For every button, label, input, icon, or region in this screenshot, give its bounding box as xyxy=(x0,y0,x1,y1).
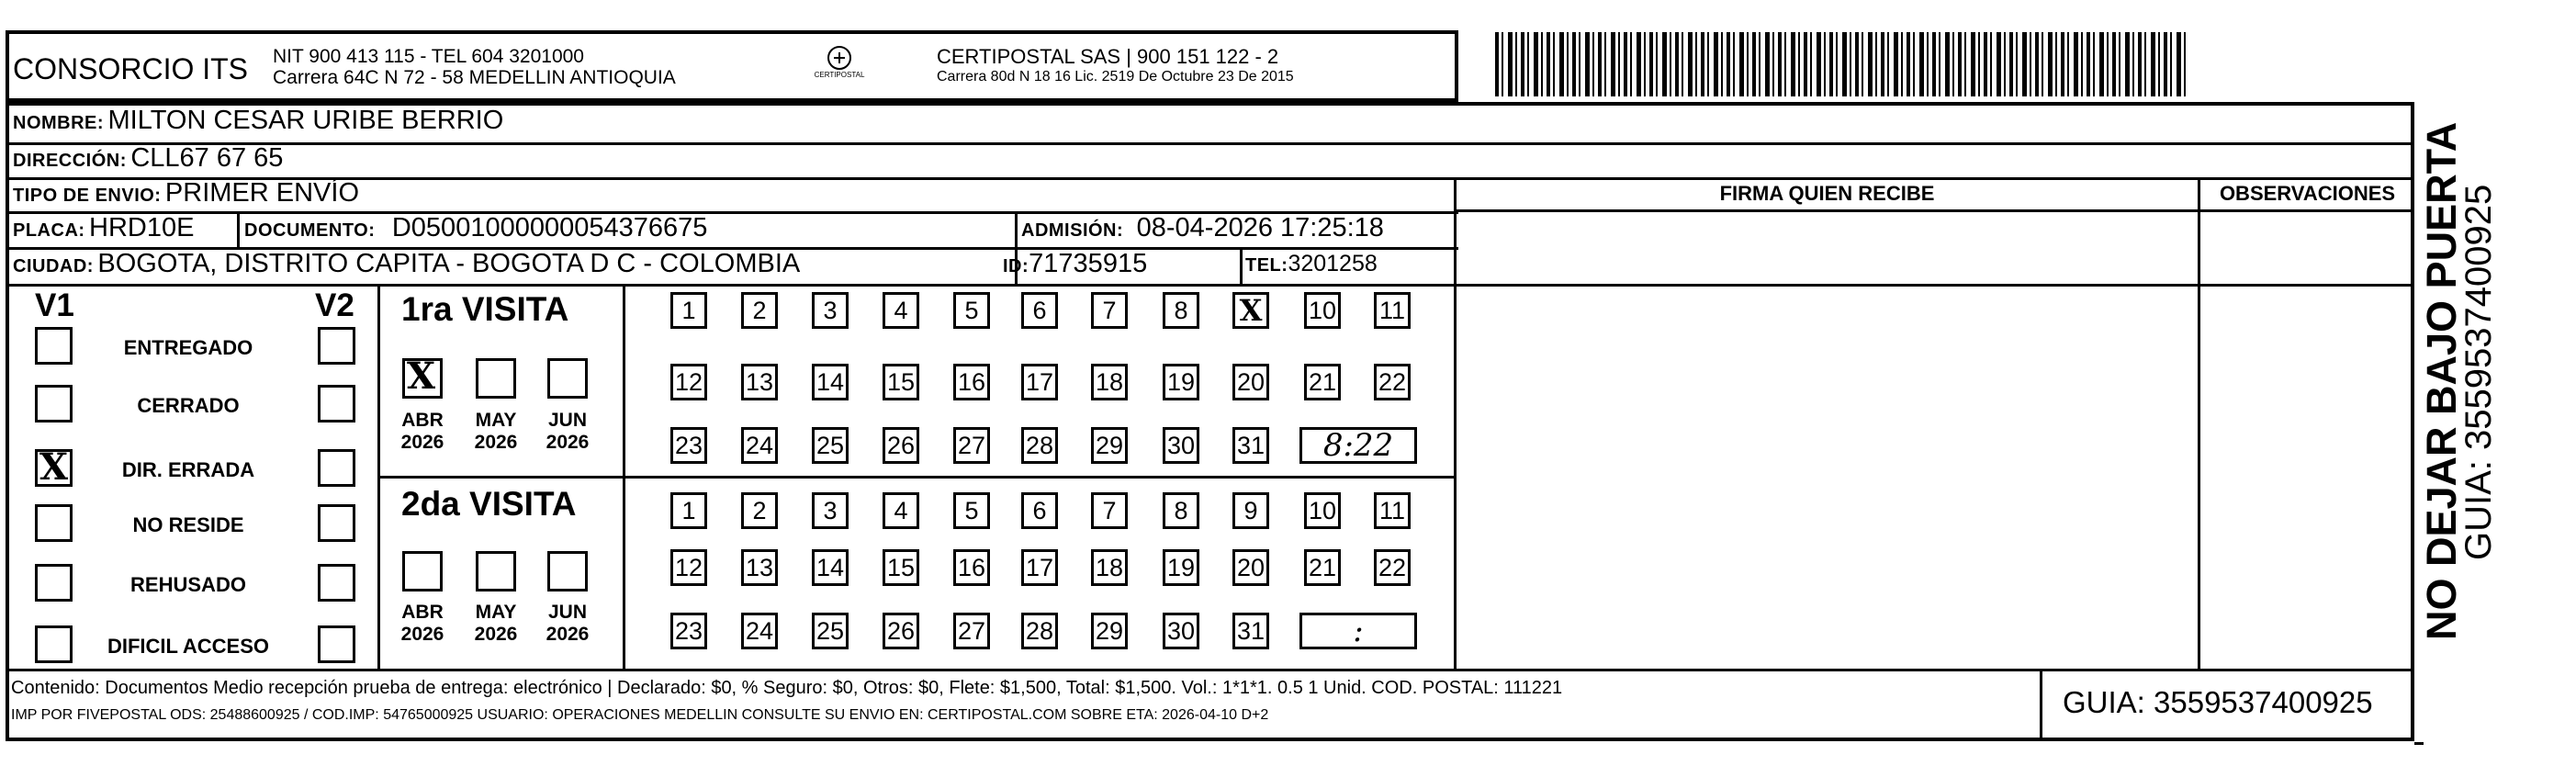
day-box[interactable]: 12 xyxy=(670,549,707,586)
day-box[interactable]: 23 xyxy=(670,613,707,649)
tipo-label: TIPO DE ENVIO: xyxy=(13,186,162,206)
courier-line: CERTIPOSTAL SAS | 900 151 122 - 2 xyxy=(937,45,1279,68)
day-box[interactable]: 22 xyxy=(1374,364,1411,400)
time-box[interactable]: : xyxy=(1299,613,1417,649)
day-box[interactable]: 20 xyxy=(1232,549,1269,586)
day-box[interactable]: 19 xyxy=(1163,549,1199,586)
day-box[interactable]: 31 xyxy=(1232,427,1269,464)
day-box[interactable]: 30 xyxy=(1163,427,1199,464)
time-box[interactable]: 8:22 xyxy=(1299,427,1417,464)
day-box[interactable]: 6 xyxy=(1021,492,1058,529)
month-checkbox[interactable] xyxy=(547,358,588,399)
month-label: ABR 2026 xyxy=(400,602,444,645)
status-option-label: CERRADO xyxy=(137,394,240,417)
day-box[interactable]: 10 xyxy=(1304,492,1341,529)
day-box[interactable]: 1 xyxy=(670,492,707,529)
day-box[interactable]: 7 xyxy=(1091,492,1128,529)
tipo-row xyxy=(13,178,359,208)
courier-address: Carrera 80d N 18 16 Lic. 2519 De Octubre 23 De 2015 xyxy=(937,69,1294,84)
day-box[interactable]: 11 xyxy=(1374,492,1411,529)
month-label: JUN 2026 xyxy=(546,410,590,453)
day-box[interactable] xyxy=(1232,292,1269,329)
admision-value: 08-04-2026 17:25:18 xyxy=(1136,213,1384,242)
day-box[interactable]: 14 xyxy=(812,549,849,586)
v1-checkbox[interactable] xyxy=(35,564,73,602)
v2-checkbox[interactable] xyxy=(318,625,355,663)
day-box[interactable]: 15 xyxy=(883,549,919,586)
day-box[interactable]: 17 xyxy=(1021,549,1058,586)
observaciones-header: OBSERVACIONES xyxy=(2219,182,2396,205)
day-box[interactable]: 17 xyxy=(1021,364,1058,400)
documento-value: D05001000000054376675 xyxy=(391,213,708,242)
v2-checkbox[interactable] xyxy=(318,504,355,542)
month-checkbox[interactable] xyxy=(402,551,443,591)
footer-imp: IMP POR FIVEPOSTAL ODS: 25488600925 / COD.IMP: 54765000925 USUARIO: OPERACIONES MEDELLIN CONSULTE SU ENVIO EN: CERTIPOSTAL.COM SOBRE ETA: 2026-04-10 D+2 xyxy=(11,707,1269,723)
month-checkbox[interactable] xyxy=(476,358,516,399)
nombre-value: MILTON CESAR URIBE BERRIO xyxy=(107,106,504,135)
status-option-label: NO RESIDE xyxy=(132,513,244,536)
status-option-label: DIFICIL ACCESO xyxy=(107,635,269,658)
day-box[interactable]: 28 xyxy=(1021,427,1058,464)
ciudad-value: BOGOTA, DISTRITO CAPITA - BOGOTA D C - COLOMBIA xyxy=(97,249,801,278)
nombre-row xyxy=(13,106,503,136)
day-box[interactable]: 25 xyxy=(812,427,849,464)
second-visit-label: 2da VISITA xyxy=(401,485,577,523)
tel-label: TEL: xyxy=(1245,255,1288,276)
month-label: JUN 2026 xyxy=(546,602,590,645)
month-checkbox[interactable] xyxy=(402,355,443,399)
documento-row xyxy=(244,213,707,243)
day-box[interactable]: 18 xyxy=(1091,549,1128,586)
day-box[interactable]: 27 xyxy=(953,613,990,649)
day-box[interactable]: 24 xyxy=(741,613,778,649)
day-box[interactable]: 11 xyxy=(1374,292,1411,329)
month-label: MAY 2026 xyxy=(474,602,518,645)
day-box[interactable]: 29 xyxy=(1091,427,1128,464)
day-box[interactable]: 24 xyxy=(741,427,778,464)
footer-guia: GUIA: 3559537400925 xyxy=(2063,685,2373,719)
side-guia: GUIA: 3559537400925 xyxy=(2458,184,2499,560)
day-box[interactable]: 21 xyxy=(1304,549,1341,586)
status-option-label: REHUSADO xyxy=(130,573,246,596)
v1-checkbox[interactable] xyxy=(35,327,73,365)
day-box[interactable]: 13 xyxy=(741,549,778,586)
id-value: 71735915 xyxy=(1029,249,1148,278)
day-box[interactable]: 20 xyxy=(1232,364,1269,400)
month-label: MAY 2026 xyxy=(474,410,518,453)
day-box[interactable]: 1 xyxy=(670,292,707,329)
day-box[interactable]: 23 xyxy=(670,427,707,464)
day-box[interactable]: 9 xyxy=(1232,492,1269,529)
day-box[interactable]: 18 xyxy=(1091,364,1128,400)
day-box[interactable]: 27 xyxy=(953,427,990,464)
month-checkbox[interactable] xyxy=(547,551,588,591)
ciudad-label: CIUDAD: xyxy=(13,256,94,276)
day-box[interactable]: 13 xyxy=(741,364,778,400)
day-box[interactable]: 3 xyxy=(812,492,849,529)
first-visit-label: 1ra VISITA xyxy=(401,290,569,328)
barcode xyxy=(1495,32,2189,96)
day-box[interactable]: 2 xyxy=(741,292,778,329)
day-box[interactable]: 22 xyxy=(1374,549,1411,586)
v2-checkbox[interactable] xyxy=(318,385,355,422)
day-box[interactable]: 4 xyxy=(883,292,919,329)
footer-contenido: Contenido: Documentos Medio recepción prueba de entrega: electrónico | Declarado: $0, % Seguro: $0, Otros: $0, Flete: $1,500, Total: $1,500. Vol.: 1*1*1. 0.5 1 Unid. COD. POSTAL: 111221 xyxy=(11,678,1563,698)
v2-label: V2 xyxy=(315,287,354,323)
side-warning: NO DEJAR BAJO PUERTA xyxy=(2418,121,2465,640)
check-mark: X xyxy=(407,355,436,398)
logo-caption: CERTIPOSTAL xyxy=(814,71,865,79)
day-box[interactable]: 3 xyxy=(812,292,849,329)
month-label: ABR 2026 xyxy=(400,410,444,453)
id-label: ID: xyxy=(1003,256,1029,276)
day-box[interactable]: 6 xyxy=(1021,292,1058,329)
day-mark: X xyxy=(1239,293,1263,328)
day-box[interactable]: 30 xyxy=(1163,613,1199,649)
day-box[interactable]: 21 xyxy=(1304,364,1341,400)
month-checkbox[interactable] xyxy=(476,551,516,591)
tel-value: 3201258 xyxy=(1288,251,1378,276)
day-box[interactable]: 5 xyxy=(953,492,990,529)
day-box[interactable]: 16 xyxy=(953,549,990,586)
nombre-label: NOMBRE: xyxy=(13,113,105,133)
day-box[interactable]: 26 xyxy=(883,613,919,649)
placa-value: HRD10E xyxy=(89,213,195,242)
id-row xyxy=(1003,249,1147,279)
day-box[interactable]: 4 xyxy=(883,492,919,529)
day-box[interactable]: 2 xyxy=(741,492,778,529)
day-box[interactable]: 12 xyxy=(670,364,707,400)
day-box[interactable]: 28 xyxy=(1021,613,1058,649)
company-name: CONSORCIO ITS xyxy=(13,52,249,85)
check-mark: X xyxy=(39,445,69,489)
company-nit: NIT 900 413 115 - TEL 604 3201000 xyxy=(273,46,584,67)
day-box[interactable]: 14 xyxy=(812,364,849,400)
ciudad-row xyxy=(13,249,800,279)
direccion-value: CLL67 67 65 xyxy=(130,143,284,173)
v1-checkbox[interactable] xyxy=(35,625,73,663)
placa-row xyxy=(13,213,194,243)
company-address: Carrera 64C N 72 - 58 MEDELLIN ANTIOQUIA xyxy=(273,67,676,88)
tel-row xyxy=(1245,251,1378,277)
v2-checkbox[interactable] xyxy=(318,564,355,602)
day-box[interactable]: 8 xyxy=(1163,492,1199,529)
firma-header: FIRMA QUIEN RECIBE xyxy=(1719,182,1935,205)
day-box[interactable]: 25 xyxy=(812,613,849,649)
v1-checkbox[interactable] xyxy=(35,385,73,422)
day-box[interactable]: 31 xyxy=(1232,613,1269,649)
day-box[interactable]: 8 xyxy=(1163,292,1199,329)
tipo-value: PRIMER ENVÍO xyxy=(164,178,360,208)
direccion-label: DIRECCIÓN: xyxy=(13,151,127,171)
day-box[interactable]: 16 xyxy=(953,364,990,400)
admision-row xyxy=(1021,213,1384,243)
day-box[interactable]: 10 xyxy=(1304,292,1341,329)
v1-checkbox[interactable] xyxy=(35,504,73,542)
status-option-label: DIR. ERRADA xyxy=(121,458,255,481)
day-box[interactable]: 5 xyxy=(953,292,990,329)
v2-checkbox[interactable] xyxy=(318,327,355,365)
day-box[interactable]: 19 xyxy=(1163,364,1199,400)
admision-label: ADMISIÓN: xyxy=(1021,220,1124,241)
direccion-row xyxy=(13,143,283,174)
day-box[interactable]: 26 xyxy=(883,427,919,464)
status-option-label: ENTREGADO xyxy=(123,336,253,359)
placa-label: PLACA: xyxy=(13,220,85,241)
v1-label: V1 xyxy=(35,287,74,323)
day-box[interactable]: 7 xyxy=(1091,292,1128,329)
certipostal-logo xyxy=(812,41,867,87)
v2-checkbox[interactable] xyxy=(318,449,355,487)
v1-checkbox[interactable] xyxy=(35,445,73,489)
day-box[interactable]: 29 xyxy=(1091,613,1128,649)
day-box[interactable]: 15 xyxy=(883,364,919,400)
documento-label: DOCUMENTO: xyxy=(244,220,376,241)
